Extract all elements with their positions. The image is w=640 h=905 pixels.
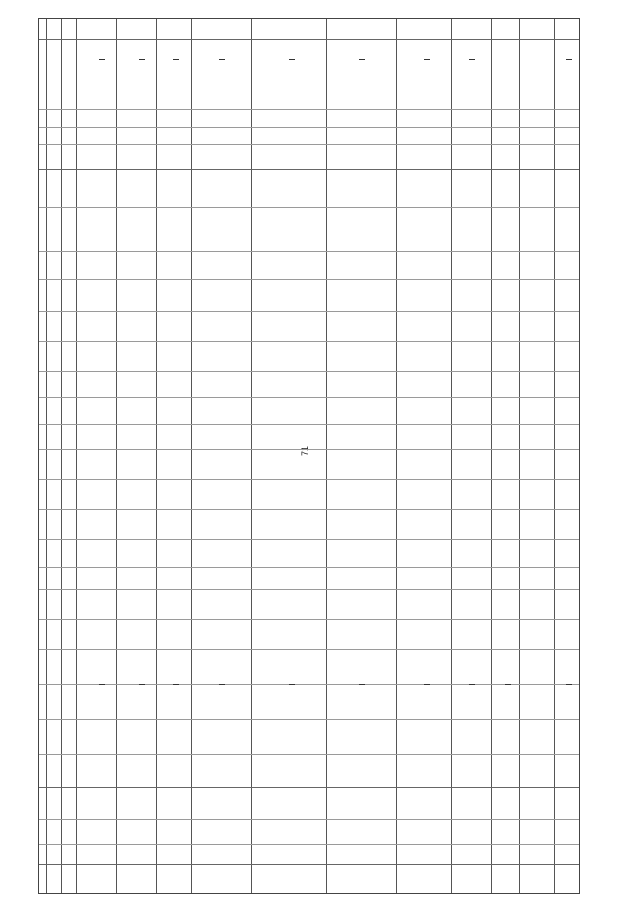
table-column: [39, 19, 47, 893]
table-column: [157, 19, 192, 893]
table-column: [192, 19, 252, 893]
table-column: [62, 19, 77, 893]
table-column: [47, 19, 62, 893]
table-column: [77, 19, 117, 893]
page-number: 71: [300, 445, 310, 456]
table-column: [117, 19, 157, 893]
table-column: [452, 19, 492, 893]
table-column: [520, 19, 555, 893]
table-column: [252, 19, 327, 893]
table-column: [327, 19, 397, 893]
table-column: [397, 19, 452, 893]
table-column: [555, 19, 581, 893]
rotated-budget-table: [38, 18, 580, 894]
table-column: [492, 19, 520, 893]
